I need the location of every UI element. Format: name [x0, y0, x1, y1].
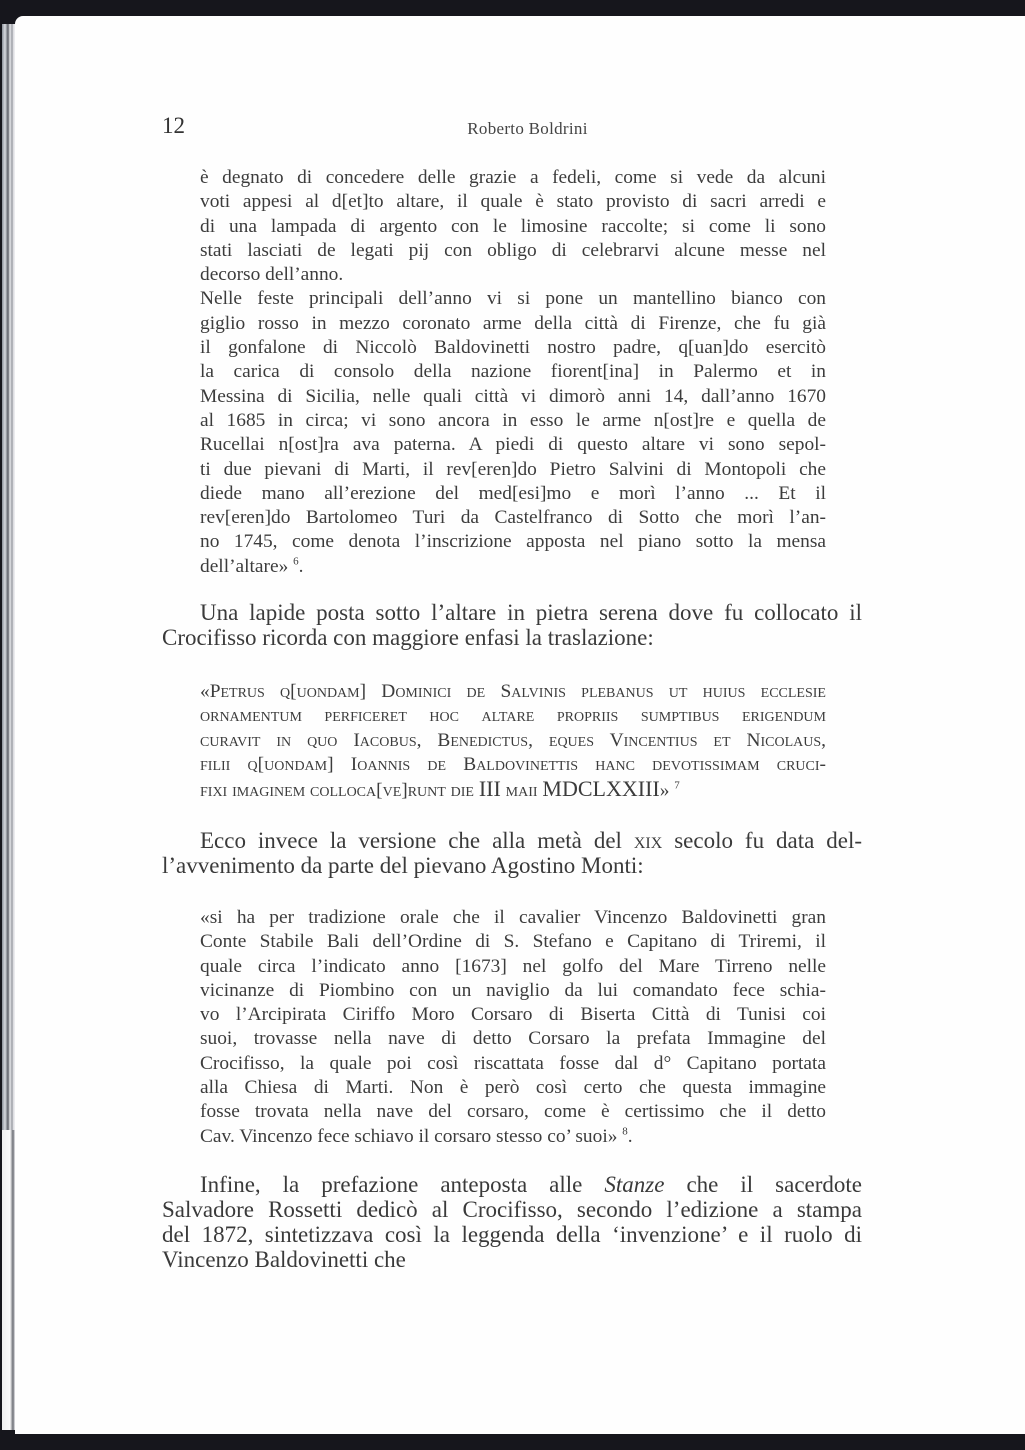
inscription-line: curavit in quo Iacobus, Benedictus, eques Vincentius et Nicolaus, [200, 729, 826, 751]
inscription-line: filii q[uondam] Ioannis de Baldovinettis hanc devotissimam cruci- [200, 753, 826, 775]
footnote-ref-8[interactable]: 8 [622, 1125, 628, 1138]
punctuation: . [627, 1125, 633, 1147]
paragraph-lapide [162, 600, 862, 650]
inscription-line-final [200, 777, 826, 803]
body-line [162, 1172, 862, 1197]
quote-line: rev[eren]do Bartolomeo Turi da Castelfranco di Sotto che morì l’an- [200, 507, 826, 529]
quote-line: Crocifisso, la quale poi così riscattata fosse dal d° Capitano portata [200, 1052, 826, 1074]
quote-line: stati lasciati de legati pij con obligo di celebrarvi alcune messe nel [200, 239, 826, 261]
quote-line: voti appesi al d[et]to altare, il quale è stato provisto di sacri arredi e [200, 191, 826, 213]
body-text: Ecco invece la versione che alla metà del [200, 828, 634, 853]
body-line: Vincenzo Baldovinetti che [162, 1247, 406, 1272]
quote-line: «si ha per tradizione orale che il cavalier Vincenzo Baldovinetti gran [200, 907, 826, 928]
book-page-edges [2, 24, 16, 1130]
quote-line: vo l’Arcipirata Ciriffo Moro Corsaro di Biserta Città di Tunisi coi [200, 1004, 826, 1026]
quote-line: quale circa l’indicato anno [1673] nel golfo del Mare Tirreno nelle [200, 955, 826, 977]
quote-line: giglio rosso in mezzo coronato arme della città di Firenze, che fu già [200, 312, 826, 334]
century-numeral: xix [633, 828, 663, 853]
quote-line: di una lampada di argento con le limosine raccolte; si come li sono [200, 215, 826, 237]
paragraph-monti [162, 828, 862, 878]
running-title-author: Roberto Boldrini [467, 119, 588, 138]
quote-line: vicinanze di Piombino con un naviglio da lui comandato fece schia- [200, 979, 826, 1001]
quote-line: al 1685 in circa; vi sono ancora in esso le arme n[ost]re e quella de [200, 409, 826, 431]
body-line: l’avvenimento da parte del pievano Agostino Monti: [162, 853, 644, 878]
footnote-ref-6[interactable]: 6 [293, 555, 299, 568]
block-quote-inventory [200, 166, 826, 579]
quote-line: Rucellai n[ost]ra ava paterna. A piedi di questo altare vi sono sepol- [200, 434, 826, 456]
body-line: del 1872, sintetizzava così la leggenda della ‘invenzione’ e il ruolo di [162, 1222, 862, 1247]
quote-text: Cav. Vincenzo fece schiavo il corsaro stesso co’ suoi» [200, 1125, 623, 1147]
page-number: 12 [162, 113, 185, 138]
quote-line: Messina di Sicilia, nelle quali città vi dimorò anni 14, dall’anno 1670 [200, 385, 826, 407]
inscription-text: fixi imaginem colloca[ve]runt die [200, 780, 479, 802]
quote-line: suoi, trovasse nella nave di detto Corsaro la prefata Immagine del [200, 1028, 826, 1050]
inscription-line: ornamentum perficeret hoc altare propriis sumptibus erigendum [200, 705, 826, 727]
body-text: che il sacerdote [664, 1172, 862, 1197]
italic-title-stanze: Stanze [604, 1172, 665, 1197]
body-line: Salvadore Rossetti dedicò al Crocifisso, secondo l’edizione a stampa [162, 1197, 862, 1222]
inscription-quote [200, 680, 826, 803]
footnote-ref-7[interactable]: 7 [674, 779, 680, 792]
inscription-month: maii [500, 780, 543, 802]
quote-line: alla Chiesa di Marti. Non è però così certo che questa immagine [200, 1077, 826, 1099]
body-text: Infine, la prefazione anteposta alle [200, 1172, 605, 1197]
quote-line: diede mano all’erezione del med[esi]mo e morì l’anno ... Et il [200, 482, 826, 504]
paragraph-rossetti [162, 1172, 862, 1272]
inscription-day: III [478, 776, 501, 802]
quote-line: è degnato di concedere delle grazie a fedeli, come si vede da alcuni [200, 167, 826, 188]
quote-line-final [200, 1125, 826, 1149]
quote-line: fosse trovata nella nave del corsaro, come è certissimo che il detto [200, 1101, 826, 1123]
quote-line-final [200, 555, 826, 579]
punctuation: » [659, 780, 675, 802]
block-quote-tradition [200, 906, 826, 1149]
inscription-line: «Petrus q[uondam] Dominici de Salvinis plebanus ut huius ecclesie [200, 681, 826, 702]
quote-text: dell’altare» [200, 555, 294, 577]
quote-line: Conte Stabile Bali dell’Ordine di S. Stefano e Capitano di Triremi, il [200, 931, 826, 953]
body-text: secolo fu data del- [662, 828, 862, 853]
body-line [162, 828, 862, 853]
punctuation: . [298, 555, 304, 577]
quote-line: no 1745, come denota l’inscrizione apposta nel piano sotto la mensa [200, 531, 826, 553]
quote-line: il gonfalone di Niccolò Baldovinetti nostro padre, q[uan]do esercitò [200, 337, 826, 359]
quote-line: ti due pievani di Marti, il rev[eren]do Pietro Salvini di Montopoli che [200, 458, 826, 480]
quote-line: decorso dell’anno. [200, 264, 344, 286]
quote-line: Nelle feste principali dell’anno vi si pone un mantellino bianco con [200, 288, 826, 310]
inscription-year: MDCLXXIII [542, 776, 660, 802]
quote-line: la carica di consolo della nazione fiorent[ina] in Palermo et in [200, 361, 826, 383]
body-line: Crocifisso ricorda con maggiore enfasi la traslazione: [162, 625, 654, 650]
body-line: Una lapide posta sotto l’altare in pietra serena dove fu collocato il [200, 600, 862, 625]
running-head [0, 113, 1025, 143]
